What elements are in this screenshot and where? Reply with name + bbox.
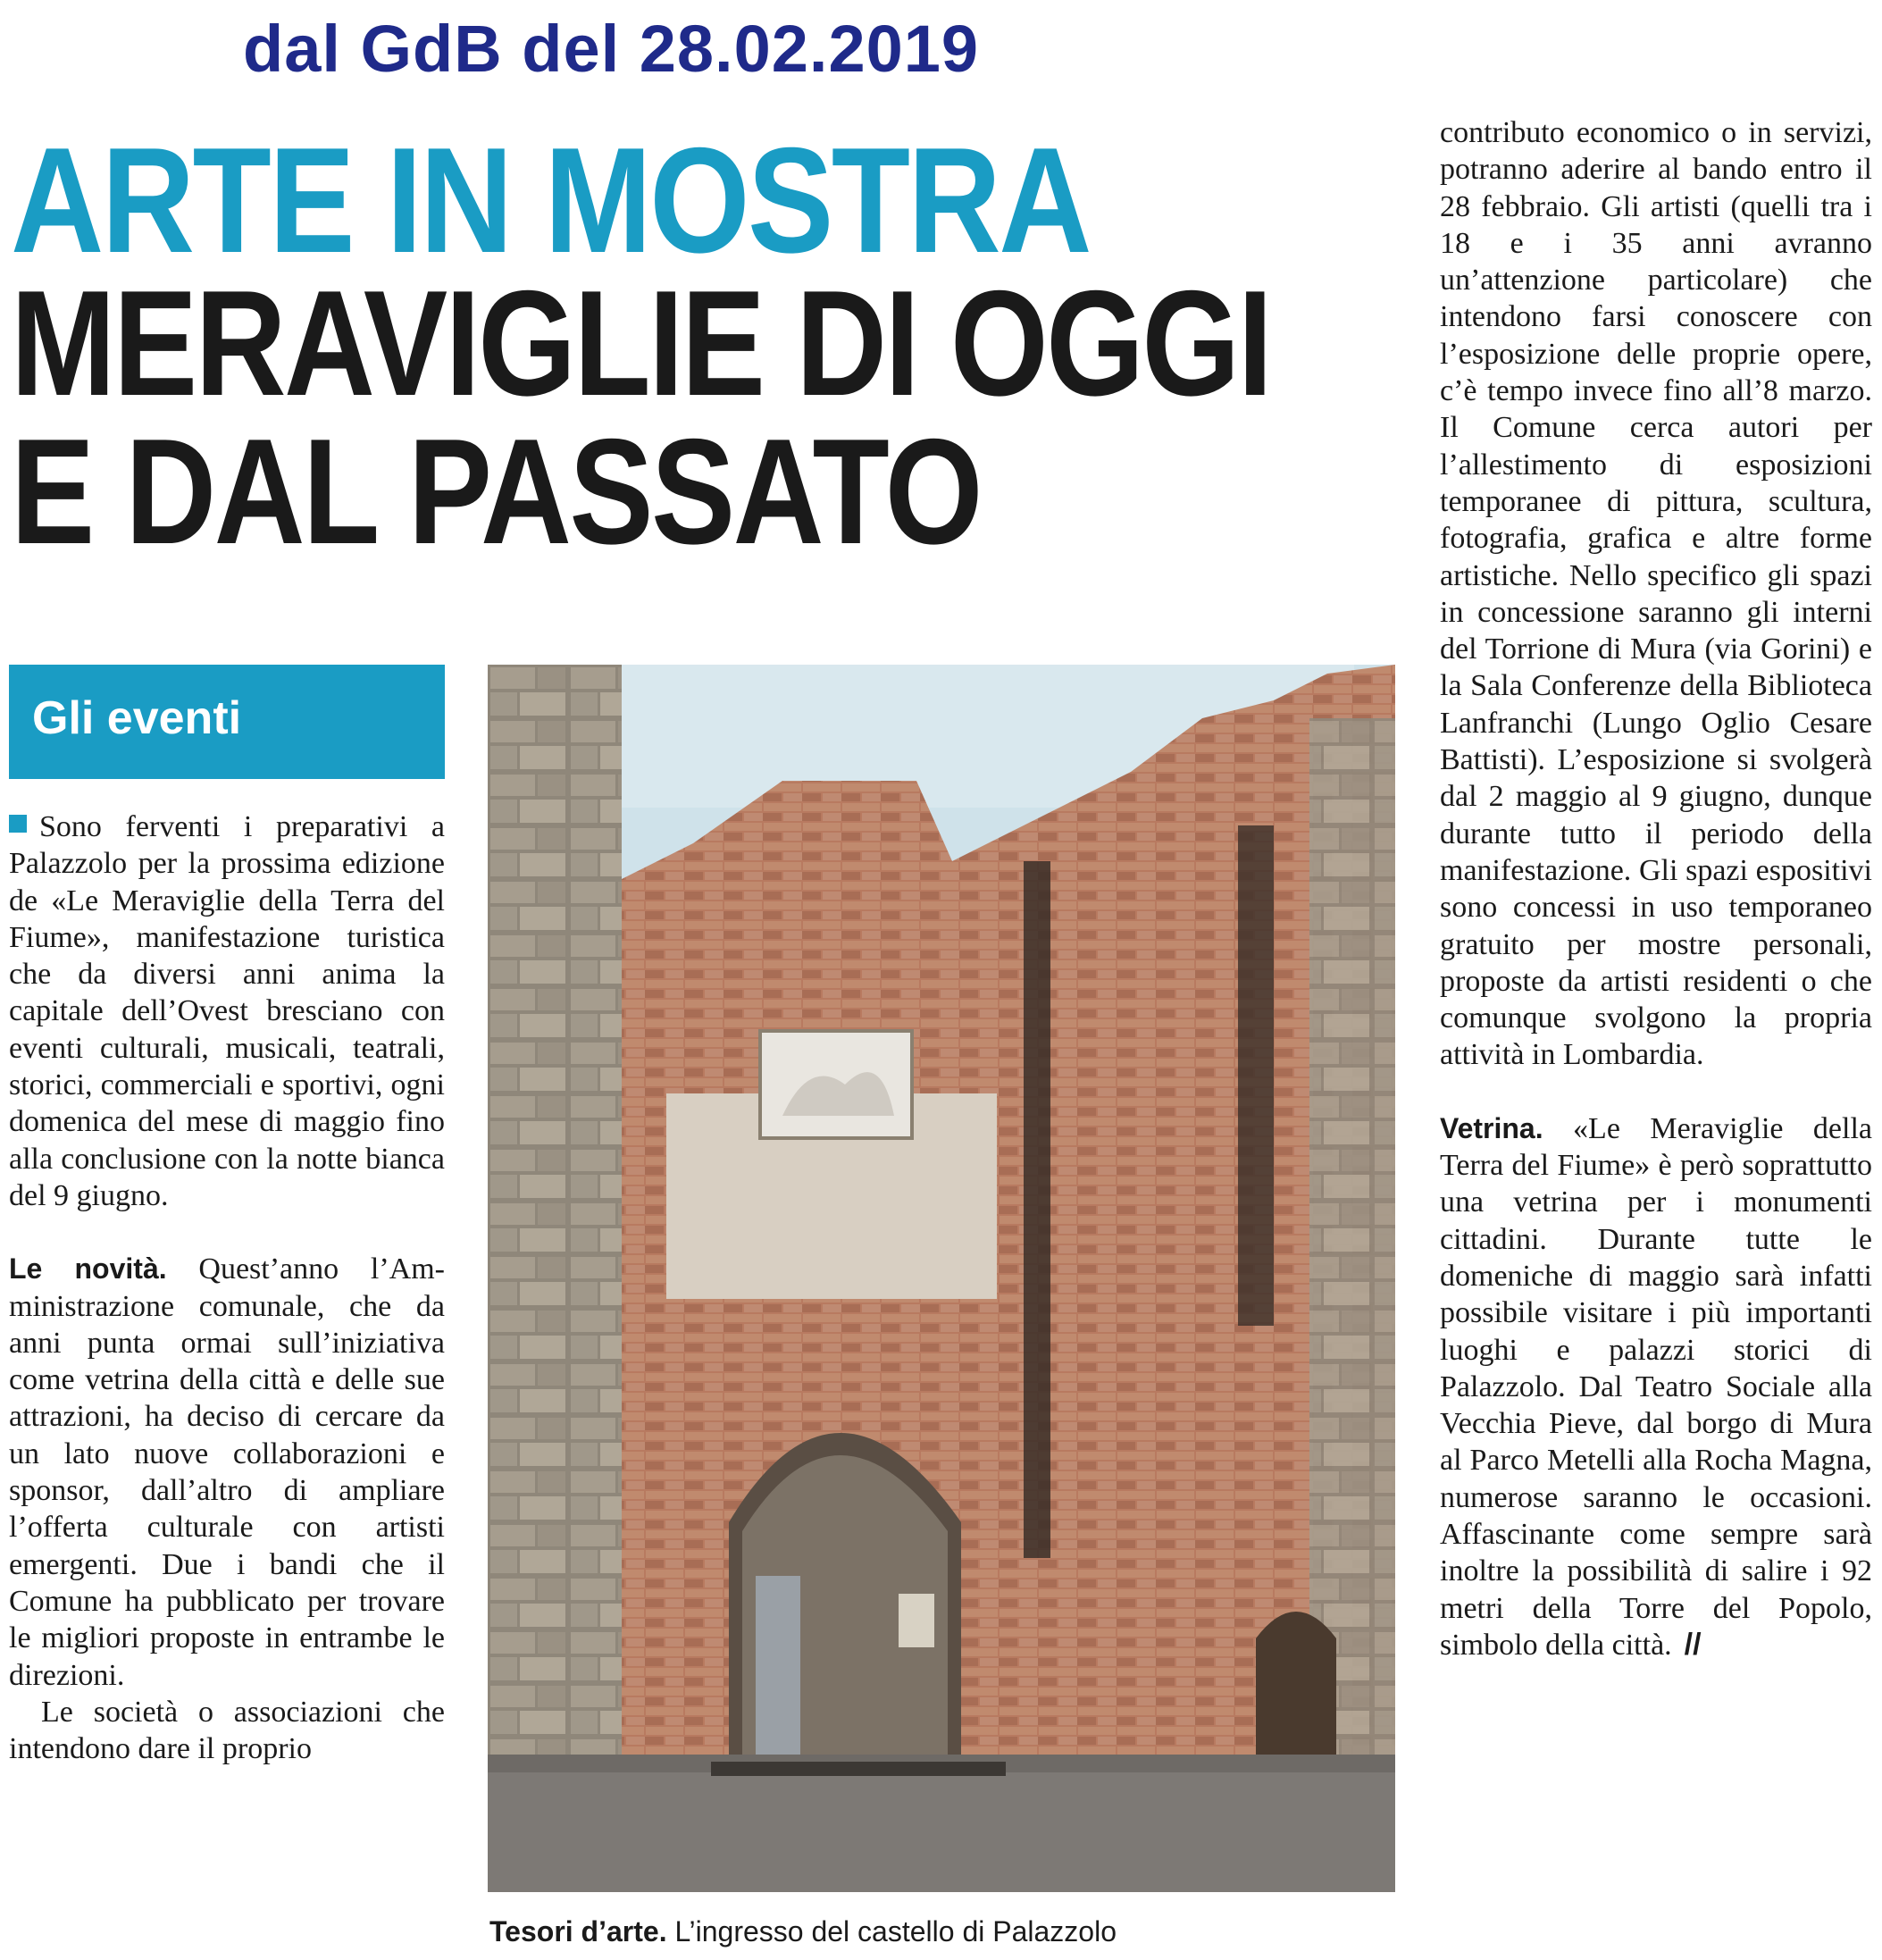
vetrina-lead: Vetrina. <box>1440 1111 1543 1144</box>
caption-text: L’ingresso del castello di Palazzolo <box>674 1915 1117 1947</box>
headline-line-1: MERAVIGLIE DI OGGI <box>11 259 1271 427</box>
article-column-1 <box>9 808 445 1767</box>
intro-paragraph <box>9 808 445 1214</box>
novita-text: Quest’anno l’Amministrazione comunale, che da anni punta ormai sull’iniziativa come vetrina della città e delle sue attrazioni, ha deciso di cercare da un lato nuove collaborazioni e sponsor, dall’altro di ampliare l’offerta culturale con artisti emergenti. Due i bandi che il Comune ha pubblicato per trovare le migliori proposte in entrambe le direzioni. <box>9 1252 445 1692</box>
end-mark: // <box>1684 1627 1702 1662</box>
castle-entrance-photo <box>488 665 1395 1892</box>
societa-paragraph: Le società o associazioni che intendono dare il proprio <box>9 1695 445 1766</box>
source-line: dal GdB del 28.02.2019 <box>243 12 980 86</box>
novita-lead: Le novità. <box>9 1252 167 1286</box>
photo-caption <box>489 1915 1117 1948</box>
vetrina-text: «Le Meraviglie della Terra del Fiume» è però soprattutto una vetrina per i monumenti cittadini. Durante tutte le domeniche di maggio sarà infatti possibile visitare i più importanti luoghi e palazzi storici di Palazzolo. Dal Teatro Sociale alla Vecchia Pieve, dal borgo di Mura al Parco Metelli alla Rocha Magna, numerose saranno le occasioni. Affascinante come sempre sarà inoltre la possibilità di salire i 92 metri della Torre del Popolo, simbolo della città. <box>1440 1111 1872 1662</box>
section-box <box>9 665 445 779</box>
article-column-3 <box>1440 114 1872 1663</box>
section-label: Gli eventi <box>32 692 242 744</box>
headline-kicker: ARTE IN MOSTRA <box>11 116 1090 284</box>
castle-gate-illustration <box>488 665 1395 1892</box>
novita-paragraph <box>9 1251 445 1694</box>
square-bullet-icon <box>9 815 27 833</box>
bandi-paragraph: contributo economico o in servizi, potranno aderire al bando entro il 28 febbraio. Gli artisti (quelli tra i 18 e i 35 anni avranno un’attenzione particolare) che intendono farsi conoscere con l’esposizione delle proprie opere, c’è tempo invece fino all’8 marzo. Il Comune cerca autori per l’allestimento di esposizioni temporanee di pittura, scultura, fotografia, grafica e altre forme artistiche. Nello specifico gli spazi in concessione saranno gli interni del Torrione di Mura (via Gorini) e la Sala Conferenze della Biblioteca Lanfranchi (Lungo Oglio Cesare Battisti). L’esposizione si svolgerà dal 2 maggio al 9 giugno, dunque durante tutto il periodo della manifestazione. Gli spazi espositivi sono concessi in uso temporaneo gratuito per mostre personali, proposte da artisti residenti o che comunque svolgono la propria attività in Lombardia. <box>1440 116 1872 1072</box>
intro-text: Sono ferventi i preparativi a Palazzolo per la prossima edizione de «Le Meraviglie della Terra del Fiume», manifestazione turistica che da diversi anni anima la capitale dell’Ovest bresciano con eventi culturali, musicali, teatrali, storici, commerciali e sportivi, ogni domenica del mese di maggio fino alla conclusione con la notte bianca del 9 giugno. <box>9 810 445 1212</box>
headline-line-2: E DAL PASSATO <box>11 407 981 575</box>
caption-lead: Tesori d’arte. <box>489 1915 667 1947</box>
vetrina-paragraph <box>1440 1110 1872 1663</box>
